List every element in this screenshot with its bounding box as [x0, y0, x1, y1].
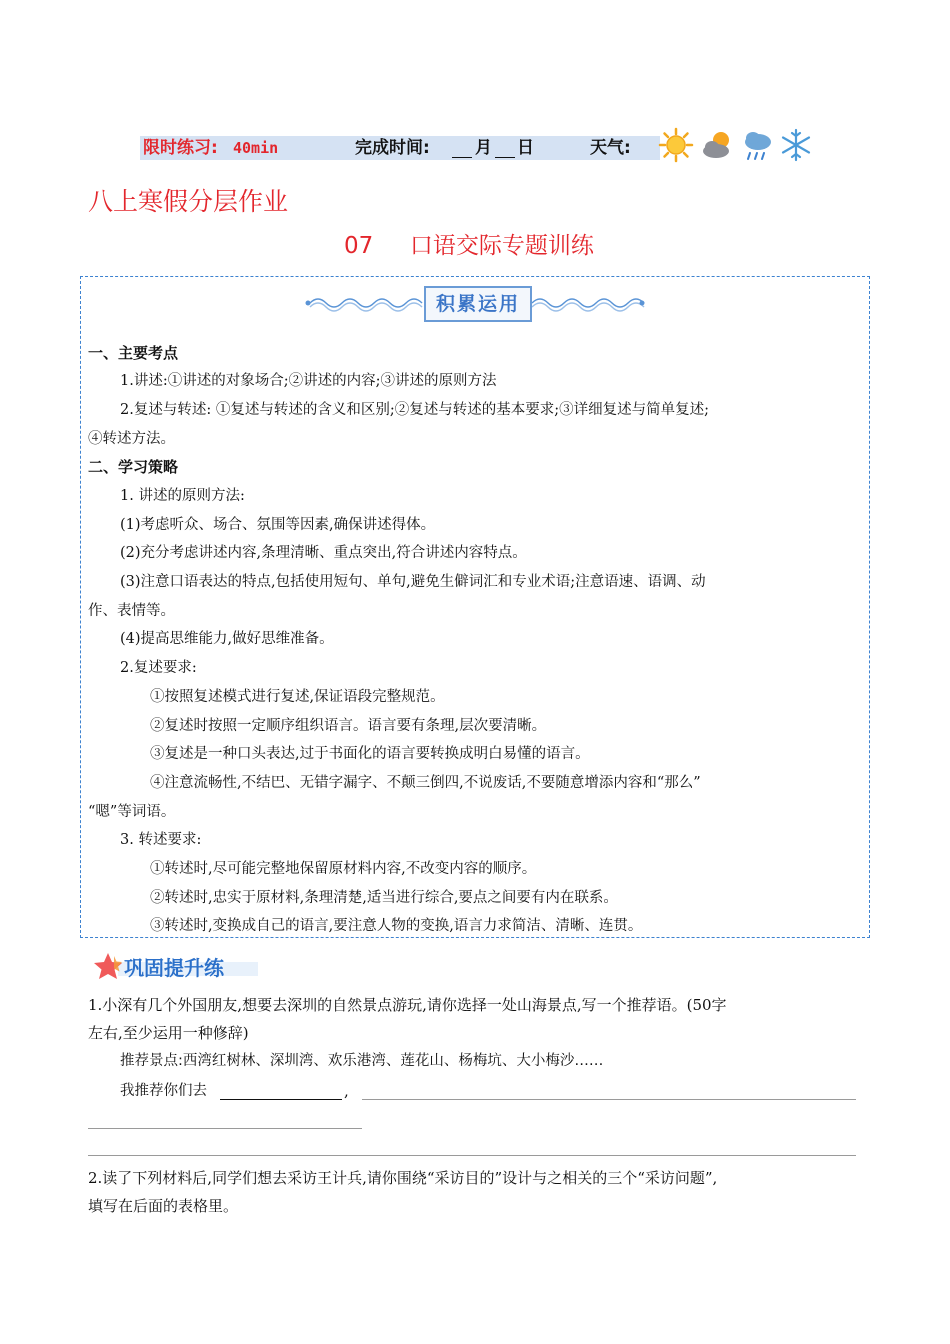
month-blank[interactable] [452, 157, 472, 158]
question-2-text: 2.读了下列材料后,同学们想去采访王计兵,请你围绕“采访目的”设计与之相关的三个“采访问题”, [88, 1169, 718, 1187]
text-line: 2.复述要求: [120, 660, 197, 676]
time-limit-label: 限时练习: [143, 138, 218, 158]
text-line: “嗯”等词语。 [88, 804, 176, 820]
answer-line[interactable] [88, 1155, 856, 1156]
lesson-name: 口语交际专题训练 [409, 233, 594, 259]
text-line: ①转述时,尽可能完整地保留原材料内容,不改变内容的顺序。 [150, 861, 537, 877]
time-limit-value: 40min [233, 139, 279, 157]
text-line: (4)提高思维能力,做好思维准备。 [120, 631, 334, 647]
recommended-spots: 推荐景点:西湾红树林、深圳湾、欢乐港湾、莲花山、杨梅坑、大小梅沙…… [120, 1053, 604, 1069]
snowflake-icon[interactable] [778, 127, 814, 163]
question-2-text: 填写在后面的表格里。 [88, 1197, 239, 1215]
lesson-number: 07 [344, 233, 374, 259]
answer-line[interactable] [88, 1128, 362, 1129]
text-line: (2)充分考虑讲述内容,条理清晰、重点突出,符合讲述内容特点。 [120, 545, 527, 561]
answer-line[interactable] [362, 1099, 856, 1100]
section-heading: 二、学习策略 [88, 458, 179, 476]
text-line: 1.讲述:①讲述的对象场合;②讲述的内容;③讲述的原则方法 [120, 373, 497, 389]
text-line: ④注意流畅性,不结巴、无错字漏字、不颠三倒四,不说废话,不要随意增添内容和“那么” [150, 775, 701, 791]
text-line: ④转述方法。 [88, 431, 175, 447]
consolidation-banner: 巩固提升练 [124, 956, 224, 980]
rain-icon[interactable] [740, 127, 776, 163]
text-line: 2.复述与转述: ①复述与转述的含义和区别;②复述与转述的基本要求;③详细复述与简单复述; [120, 402, 709, 418]
partly-cloudy-icon[interactable] [700, 127, 736, 163]
text-line: ①按照复述模式进行复述,保证语段完整规范。 [150, 689, 445, 705]
text-line: 1. 讲述的原则方法: [120, 488, 245, 504]
recommend-prompt: 我推荐你们去 [120, 1083, 207, 1099]
day-label: 日 [517, 138, 534, 158]
accumulation-banner: 积累运用 [424, 286, 532, 322]
text-line: 3. 转述要求: [120, 832, 202, 848]
completion-time-label: 完成时间: [355, 138, 430, 158]
text-line: 作、表情等。 [88, 603, 175, 619]
text-line: ③转述时,变换成自己的语言,要注意人物的变换,语言力求简洁、清晰、连贯。 [150, 918, 643, 934]
month-label: 月 [475, 138, 492, 158]
text-line: ②复述时按照一定顺序组织语言。语言要有条理,层次要清晰。 [150, 718, 547, 734]
lesson-title [344, 227, 594, 260]
spot-answer-blank[interactable] [220, 1099, 342, 1100]
series-title: 八上寒假分层作业 [88, 187, 289, 216]
question-1-text: 1.小深有几个外国朋友,想要去深圳的自然景点游玩,请你选择一处山海景点,写一个推荐语。(50字 [88, 996, 727, 1014]
sun-icon[interactable] [658, 127, 694, 163]
text-line: (1)考虑听众、场合、氛围等因素,确保讲述得体。 [120, 517, 436, 533]
question-1-text: 左右,至少运用一种修辞) [88, 1024, 249, 1042]
text-line: (3)注意口语表达的特点,包括使用短句、单句,避免生僻词汇和专业术语;注意语速、语调、动 [120, 574, 706, 590]
comma: , [344, 1082, 349, 1100]
section-heading: 一、主要考点 [88, 344, 179, 362]
weather-label: 天气: [590, 138, 631, 158]
day-blank[interactable] [495, 157, 515, 158]
text-line: ③复述是一种口头表达,过于书面化的语言要转换成明白易懂的语言。 [150, 746, 590, 762]
text-line: ②转述时,忠实于原材料,条理清楚,适当进行综合,要点之间要有内在联系。 [150, 890, 618, 906]
